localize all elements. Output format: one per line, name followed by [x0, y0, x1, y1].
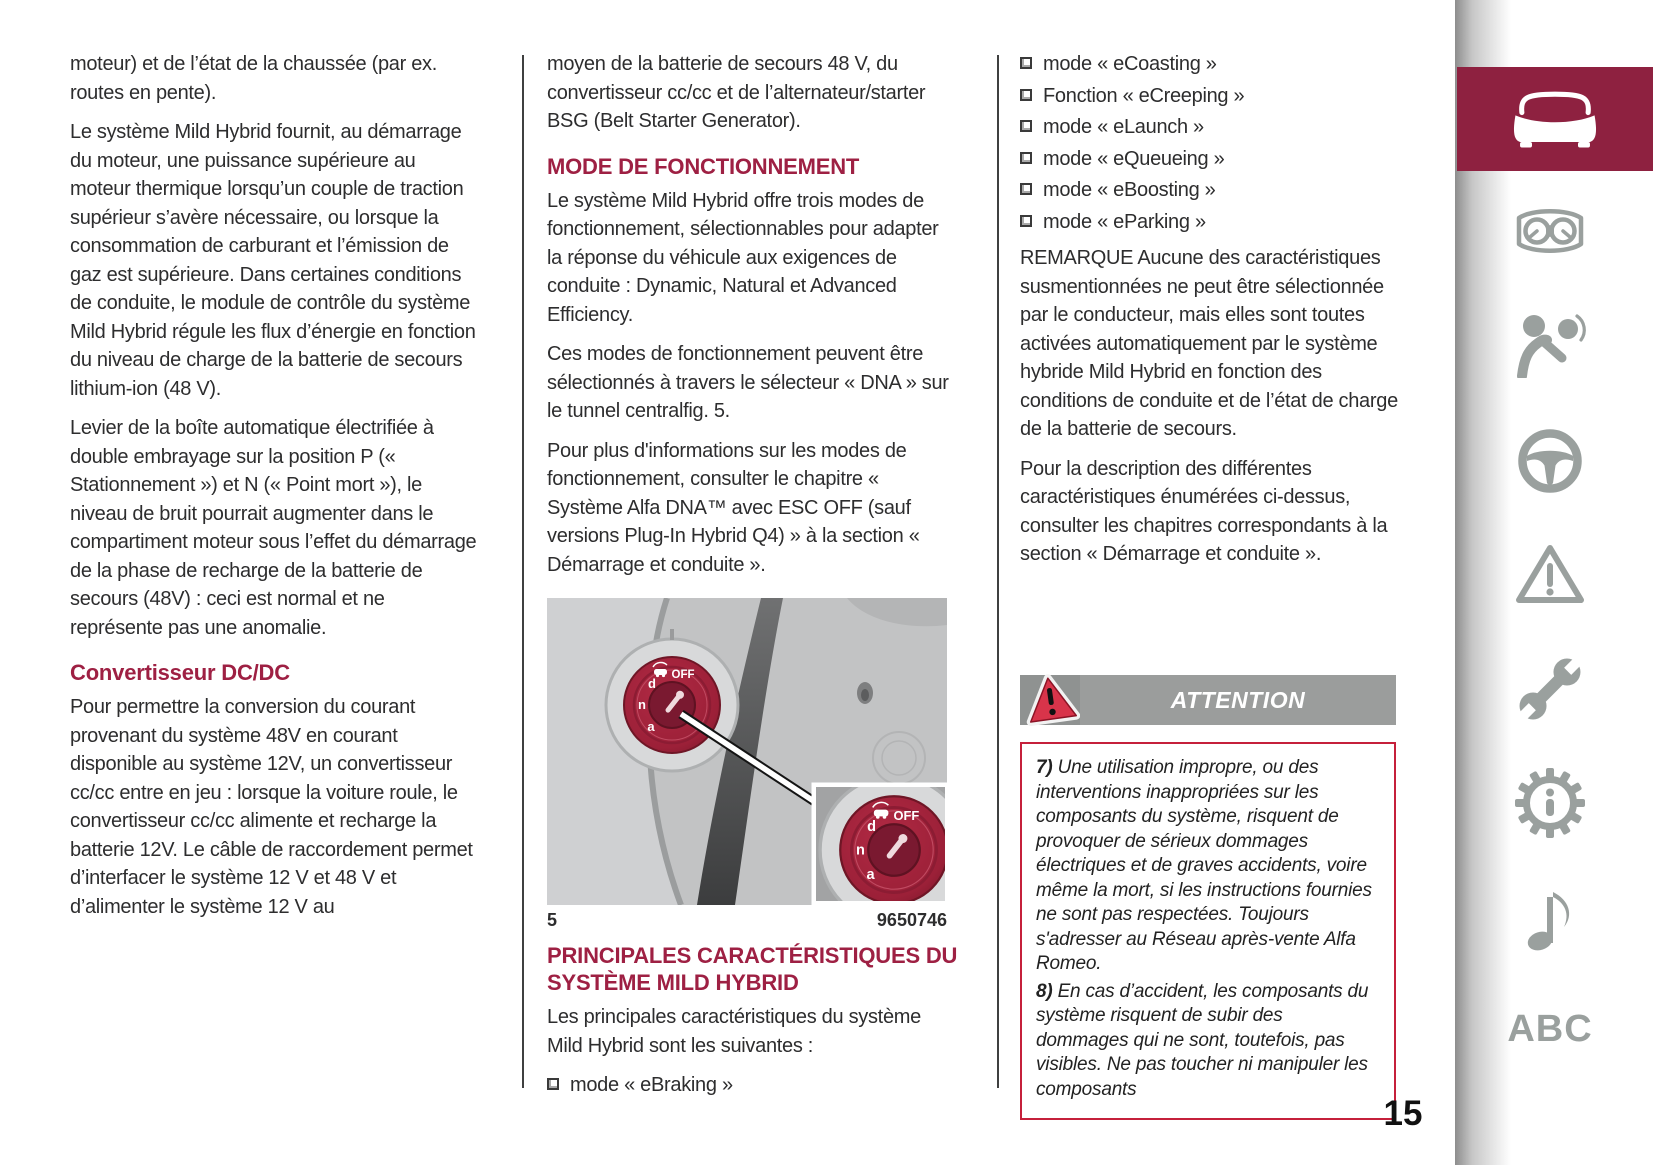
figure-image-code: 9650746	[876, 910, 947, 930]
warning-number: 7)	[1036, 757, 1053, 778]
dna-selector-illustration	[547, 598, 947, 905]
list-item	[1020, 113, 1398, 142]
attention-icon-cell	[1020, 675, 1080, 725]
wrench-icon	[1513, 652, 1587, 726]
figure-caption	[547, 910, 947, 931]
list-item	[1020, 208, 1398, 237]
list-item-label: mode « eCoasting »	[1043, 53, 1217, 75]
warning-triangle-icon	[1514, 541, 1586, 607]
paragraph: moteur) et de l’état de la chaussée (par ex. routes en pente).	[70, 53, 438, 104]
sidebar-tab-emergency[interactable]	[1512, 541, 1588, 607]
abc-label: ABC	[1507, 1008, 1593, 1050]
paragraph: Ces modes de fonctionnement peuvent être sélectionnés à travers le sélecteur « DNA » sur le tunnel centralfig. 5.	[547, 343, 949, 422]
music-note-icon	[1519, 884, 1581, 954]
paragraph: Pour la description des différentes caractéristiques énumérées ci-dessus, consulter les chapitres correspondants à la section « Démarrage et conduite ».	[1020, 457, 1388, 565]
attention-header-bar	[1020, 675, 1396, 725]
square-bullet-icon	[1020, 152, 1032, 164]
section-heading-dcdc: Convertisseur DC/DC	[70, 660, 290, 685]
list-item	[1020, 50, 1398, 79]
list-item	[547, 1071, 967, 1100]
paragraph: Le système Mild Hybrid offre trois modes de fonctionnement, sélectionnables pour adapter la réponse du véhicule aux exigences de conduite : Dynamic, Natural et Advanced Efficiency.	[547, 189, 939, 326]
list-item-label: mode « eParking »	[1043, 210, 1206, 233]
paragraph: REMARQUE Aucune des caractéristiques susmentionnées ne peut être sélectionnée par le conducteur, mais elles sont toutes activées automatiquement par le système hybride Mild Hybrid en fonction des conditions de conduite et de l’état de charge de la batterie de secours.	[1020, 247, 1398, 440]
car-front-icon	[1509, 88, 1601, 150]
paragraph: Pour plus d'informations sur les modes de fonctionnement, consulter le chapitre « Système Alfa DNA™ avec ESC OFF (sauf versions Plug-In Hybrid Q4) » à la section « Démarrage et conduite ».	[547, 439, 920, 576]
warning-item	[1036, 756, 1380, 977]
column-divider	[997, 55, 999, 1088]
attention-title-area	[1080, 675, 1396, 725]
paragraph: Le système Mild Hybrid fournit, au démarrage du moteur, une puissance supérieure au moteur thermique lorsqu’un couple de traction supérieur s’avère nécessaire, ou lorsque la consommation de carburant et l’émission de gaz est supérieure. Dans certaines conditions de conduite, le module de contrôle du système Mild Hybrid régule les flux d’énergie en fonction du niveau de charge de la batterie de secours lithium-ion (48 V).	[70, 121, 476, 400]
sidebar-tab-technical-data[interactable]	[1512, 766, 1588, 840]
sidebar-tab-index[interactable]	[1507, 1008, 1593, 1051]
square-bullet-icon	[1020, 215, 1032, 227]
warning-triangle-red-icon	[1022, 671, 1080, 729]
column-divider	[522, 55, 524, 1088]
warning-text: Une utilisation impropre, ou des interventions inappropriées sur les composants du système, risquent de provoquer de sérieux dommages électriques et de graves accidents, voire même la mort, si les instructions fournies ne sont pas respectées. Toujours s'adresser au Réseau après-vente Alfa Romeo.	[1036, 757, 1372, 974]
warning-number: 8)	[1036, 980, 1053, 1002]
left-column	[70, 50, 480, 932]
sidebar-tab-dashboard[interactable]	[1512, 203, 1588, 259]
sidebar-tab-safety[interactable]	[1512, 312, 1588, 378]
paragraph: Les principales caractéristiques du système Mild Hybrid sont les suivantes :	[547, 1006, 921, 1057]
paragraph: moyen de la batterie de secours 48 V, du convertisseur cc/cc et de l’alternateur/starter BSG (Belt Starter Generator).	[547, 53, 926, 132]
warning-text: En cas d’accident, les composants du système risquent de subir des dommages qui ne sont, toutefois, pas visibles. Ne pas toucher ni manipuler les composants	[1036, 980, 1369, 1100]
list-item-label: mode « eLaunch »	[1043, 116, 1204, 138]
warning-box	[1020, 742, 1396, 1120]
sidebar-tab-driving[interactable]	[1512, 426, 1588, 496]
square-bullet-icon	[1020, 89, 1032, 101]
list-item-label: mode « eBoosting »	[1043, 179, 1216, 201]
list-item-label: mode « eBraking »	[570, 1074, 733, 1096]
square-bullet-icon	[547, 1078, 559, 1090]
paragraph: Levier de la boîte automatique électrifiée à double embrayage sur la position P (« Stationnement ») et N (« Point mort »), le niveau de bruit pourrait augmenter dans le compartiment moteur sous l’effet du démarrage de la phase de recharge de la batterie de secours (48V) : ceci est normal et ne représente pas une anomalie.	[70, 417, 477, 639]
sidebar-tab-multimedia[interactable]	[1512, 884, 1588, 954]
gear-info-icon	[1513, 766, 1587, 840]
middle-column	[547, 50, 951, 590]
page-number: 15	[1383, 1094, 1423, 1133]
square-bullet-icon	[1020, 120, 1032, 132]
attention-label: ATTENTION	[1170, 686, 1306, 713]
sidebar-tab-maintenance[interactable]	[1512, 652, 1588, 726]
list-item-label: Fonction « eCreeping »	[1043, 84, 1245, 107]
paragraph: Pour permettre la conversion du courant provenant du système 48V en courant disponible au système 12V, un convertisseur cc/cc entre en jeu : lorsque la voiture roule, le convertisseur cc/cc alimente et recharge la batterie 12V. Le câble de raccordement permet d’interfacer le système 12 V et 48 V et d’alimenter le système 12 V au	[70, 696, 473, 918]
square-bullet-icon	[1020, 183, 1032, 195]
section-heading-features: PRINCIPALES CARACTÉRISTIQUES DU SYSTÈME MILD HYBRID	[547, 943, 958, 995]
list-item	[1020, 145, 1398, 174]
airbag-icon	[1513, 312, 1587, 378]
square-bullet-icon	[1020, 57, 1032, 69]
page-edge-shadow	[1455, 0, 1517, 1165]
section-heading-mode: MODE DE FONCTIONNEMENT	[547, 153, 860, 179]
middle-column-bottom	[547, 942, 967, 1103]
figure-number: 5	[547, 910, 558, 930]
right-column	[1020, 50, 1398, 580]
sidebar-tab-vehicle[interactable]	[1457, 67, 1653, 171]
warning-item	[1036, 980, 1380, 1103]
list-item	[1020, 176, 1398, 205]
figure-dna-selector-photo	[547, 598, 947, 905]
steering-wheel-icon	[1515, 426, 1585, 496]
list-item-label: mode « eQueueing »	[1043, 147, 1225, 170]
list-item	[1020, 82, 1398, 111]
instrument-cluster-icon	[1512, 203, 1588, 259]
console-hole-center	[861, 689, 869, 701]
